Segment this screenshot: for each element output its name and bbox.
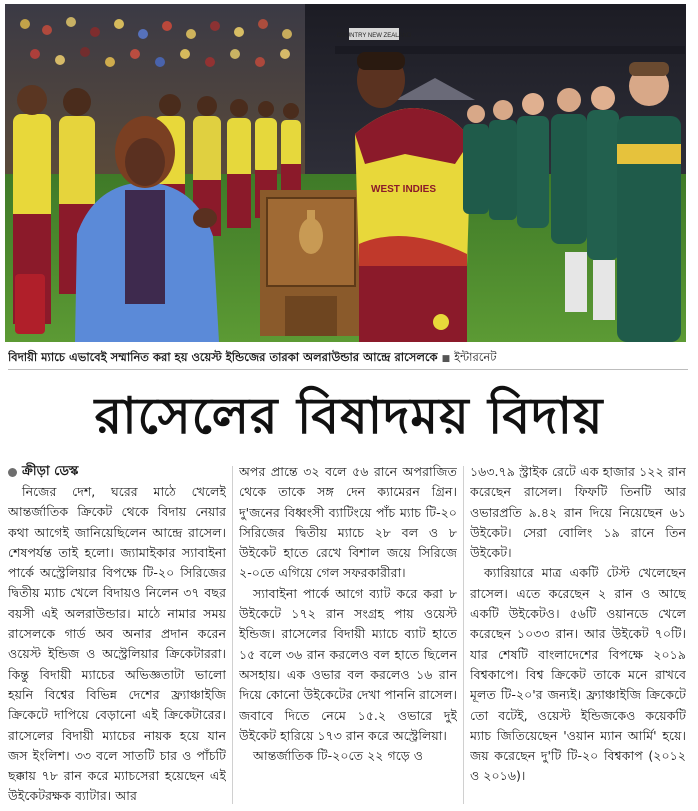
article-column-3 xyxy=(470,462,686,807)
article-paragraph: ক্যারিয়ারে মাত্র একটি টেস্ট খেলেছেন রাসেল। এতে করেছেন ২ রান ও আছে একটি উইকেটও। ৫৬টি ওয়ানডে খেলে করেছেন ১০৩৩ রান। আর উইকেট ৭০টি। যার শেষটি বাংলাদেশের বিপক্ষে ২০১৯ বিশ্বকাপে। বিশ্ব ক্রিকেট তাকে মনে রাখবে মূলত টি-২০'র জন্যই। ফ্র্যাঞ্চাইজি ক্রিকেটে তো বটেই, ওয়েস্ট ইন্ডিজকেও কয়েকটি ম্যাচ জিতিয়েছেন 'ওয়ান ম্যান আর্মি' হয়ে। জয় করেছেন দু'টি টি-২০ বিশ্বকাপ (২০১২ ও ২০১৬)। xyxy=(470,565,686,784)
trophy-stand xyxy=(260,190,362,336)
jersey-text: WEST INDIES xyxy=(371,184,437,195)
photo-caption xyxy=(8,347,688,367)
byline-text: ক্রীড়া ডেস্ক xyxy=(22,464,79,479)
headline: রাসেলের বিষাদময় বিদায় xyxy=(94,386,604,445)
byline xyxy=(8,462,226,482)
caption-text: বিদায়ী ম্যাচে এভাবেই সম্মানিত করা হয় ওয়েস্ট ইন্ডিজের তারকা অলরাউন্ডার আন্দ্রে রাসেলকে xyxy=(8,350,438,364)
caption-rule xyxy=(8,369,688,370)
sponsor-banner-text: COUNTRY NEW ZEALAND xyxy=(336,33,412,39)
news-photo xyxy=(5,4,686,342)
photo-illustration xyxy=(5,4,686,342)
caption-separator: ■ xyxy=(441,354,451,364)
article-paragraph: অপর প্রান্তে ৩২ বলে ৫৬ রানে অপরাজিত থেকে তাকে সঙ্গ দেন ক্যামেরন গ্রিন। দু'জনের বিধ্বংসী ব্যাটিংয়ে পাঁচ ম্যাচ টি-২০ সিরিজের দ্বিতীয় ম্যাচে ২৮ বল ও ৮ উইকেট হাতে রেখে বিশাল জয়ে সিরিজে ২-০তে এগিয়ে গেল সফরকারীরা। xyxy=(239,464,457,581)
article-paragraph: আন্তর্জাতিক টি-২০তে ২২ গড়ে ও xyxy=(253,748,424,764)
article-column-1 xyxy=(8,462,226,807)
bullet-icon xyxy=(8,468,17,477)
article-body xyxy=(8,462,686,807)
article-column-2 xyxy=(239,462,457,807)
caption-source: ইন্টারনেট xyxy=(454,350,497,364)
article-paragraph: নিজের দেশ, ঘরের মাঠে খেলেই আন্তর্জাতিক ক্রিকেট থেকে বিদায় নেয়ার কথা আগেই জানিয়েছিলেন আন্দ্রে রাসেল। শেষপর্যন্ত তাই হলো। জ্যামাইকার স্যাবাইনা পার্কে অস্ট্রেলিয়ার বিপক্ষে টি-২০ সিরিজের দ্বিতীয় ম্যাচ খেলে বিদায়ও নিলেন ৩৭ বছর বয়সী এই অলরাউন্ডার। মাঠে নামার সময় রাসেলকে গার্ড অব অনার প্রদান করেন ওয়েস্ট ইন্ডিজ ও অস্ট্রেলিয়ার ক্রিকেটাররা। কিন্তু বিদায়ী ম্যাচের অভিজ্ঞতাটা ভালো হয়নি বিশ্বের বিভিন্ন দেশের ফ্র্যাঞ্চাইজি ক্রিকেটে দাপিয়ে বেড়ানো এই ক্রিকেটারের। রাসেলের বিদায়ী ম্যাচের নায়ক হয়ে যান জস ইংলিশ। ৩৩ বলে সাতটি চার ও পাঁচটি ছক্কায় ৭৮ রান করে ম্যাচসেরা হয়েছেন এই উইকেটরক্ষক ব্যাটার। আর xyxy=(8,484,226,804)
article-paragraph: ১৬৩.৭৯ স্ট্রাইক রেটে এক হাজার ১২২ রান করেছেন রাসেল। ফিফটি তিনটি আর ওভারপ্রতি ৯.৪২ রান দিয়ে নিয়েছেন ৬১ উইকেট। সেরা বোলিং ১৯ রানে তিন উইকেট। xyxy=(470,464,686,561)
article-paragraph: স্যাবাইনা পার্কে আগে ব্যাট করে করা ৮ উইকেটে ১৭২ রান সংগ্রহ পায় ওয়েস্ট ইন্ডিজ। রাসেলের বিদায়ী ম্যাচে ব্যাট হাতে ১৫ বলে ৩৬ রান করলেও বল হাতে ছিলেন অসহায়। এক ওভার বল করলেও ১৬ রান দিয়ে কোনো উইকেটের দেখা পাননি রাসেল। জবাবে দিতে নেমে ১৫.২ ওভারে দুই উইকেট হারিয়ে ১৭৩ রান করে অস্ট্রেলিয়া। xyxy=(239,585,457,743)
column-divider xyxy=(232,466,233,804)
column-divider xyxy=(463,466,464,804)
